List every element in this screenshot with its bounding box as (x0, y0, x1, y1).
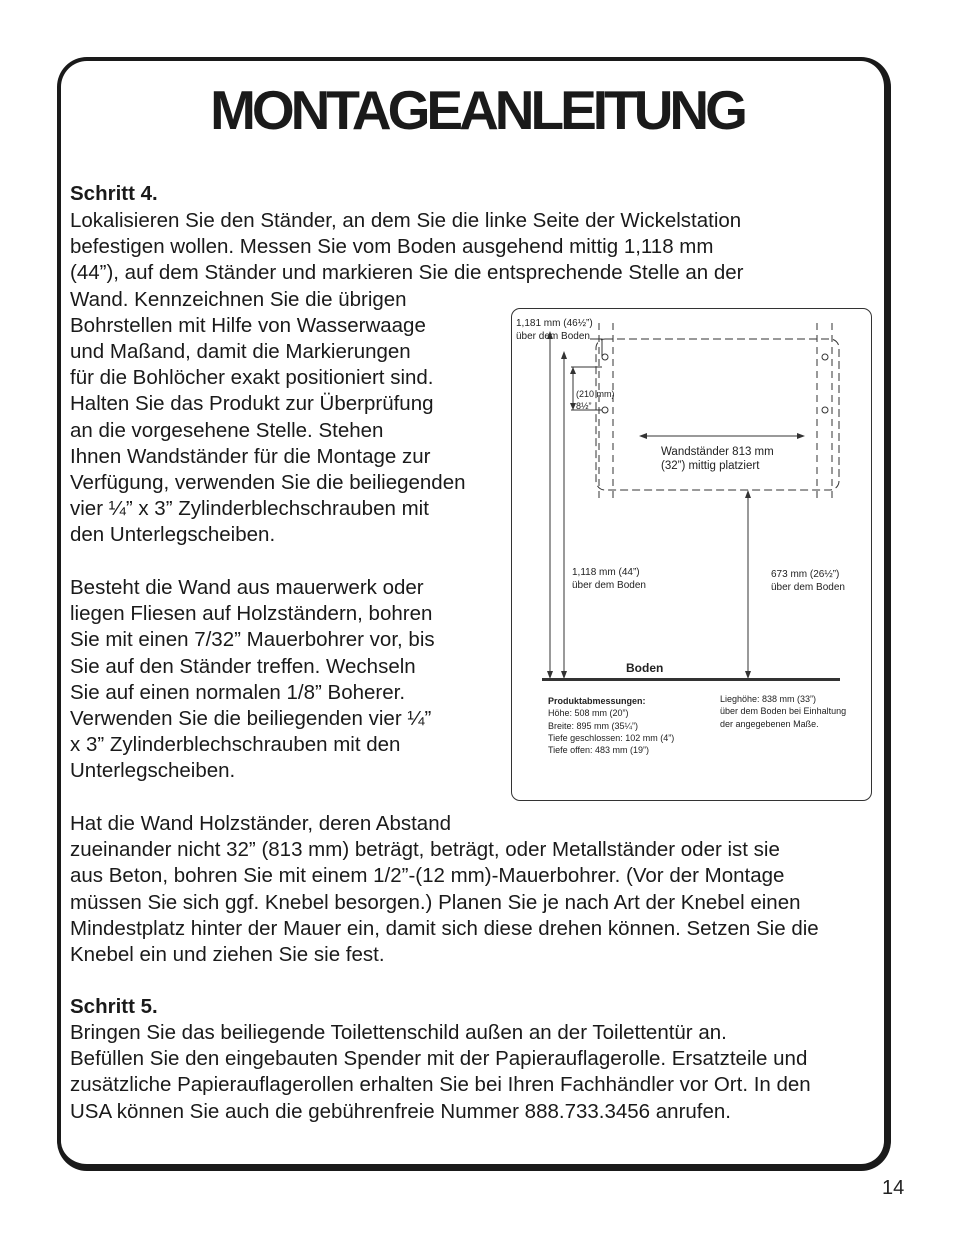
page-title: MONTAGEANLEITUNG (210, 79, 744, 141)
step5-heading: Schritt 5. (70, 995, 158, 1018)
floor-label: Boden (626, 661, 664, 675)
text-line: und Maßand, damit die Markierungen (70, 340, 411, 364)
mounting-hole (822, 354, 828, 360)
text-line: zusätzliche Papierauflagerollen erhalten Sie bei Ihren Fachhändler vor Ort. In den (70, 1073, 811, 1097)
product-dimensions: Produktabmessungen: Höhe: 508 mm (20”) Breite: 895 mm (35¼”) Tiefe geschlossen: 102 mm (4”) Tiefe offen: 483 mm (19”) (548, 696, 675, 756)
text-line: Hat die Wand Holzständer, deren Abstand (70, 812, 452, 835)
text-line: müssen Sie sich ggf. Knebel besorgen.) Planen Sie je nach Art der Knebel einen (70, 890, 801, 914)
arrowhead (745, 671, 751, 679)
text-line: liegen Fliesen auf Holzständern, bohren (70, 602, 433, 626)
text-line: Besteht die Wand aus mauerwerk oder (70, 576, 424, 599)
lying-height-note: Lieghöhe: 838 mm (33”) über dem Boden bei Einhaltung der angegebenen Maße. (720, 694, 847, 729)
page-number: 14 (882, 1177, 905, 1199)
text-line: für die Bohlöcher exakt positioniert sind. (70, 366, 434, 390)
text-line: Wand. Kennzeichnen Sie die übrigen (70, 287, 407, 311)
mounting-hole (822, 407, 828, 413)
hole-spacing-label: (210 mm) 8½” (576, 389, 615, 412)
arrowhead (745, 490, 751, 498)
text-line: USA können Sie auch die gebührenfreie Nummer 888.733.3456 anrufen. (70, 1099, 732, 1123)
text-line: Ihnen Wandständer für die Montage zur (70, 444, 431, 468)
floor-line (542, 678, 840, 681)
text-line: Befüllen Sie den eingebauten Spender mit der Papierauflagerolle. Ersatzteile und (70, 1047, 808, 1071)
text-line: an die vorgesehene Stelle. Stehen (70, 418, 384, 442)
text-line: Sie auf den Ständer treffen. Wechseln (70, 654, 416, 678)
text-line: vier ¼” x 3” Zylinderblechschrauben mit (70, 497, 429, 521)
text-line: Unterlegscheiben. (70, 759, 236, 783)
text-line: den Unterlegscheiben. (70, 523, 276, 547)
top-height-label: 1,181 mm (46½”) über dem Boden (516, 318, 593, 342)
text-line: zueinander nicht 32” (813 mm) beträgt, beträgt, oder Metallständer oder ist sie (70, 838, 780, 862)
step5-paragraph (70, 1020, 811, 1125)
arrowhead (561, 671, 567, 679)
right-height-label: 673 mm (26½”) über dem Boden (771, 569, 845, 593)
text-line: Sie auf einen normalen 1/8” Boherer. (70, 680, 406, 704)
mounting-diagram (511, 308, 872, 801)
text-line: Bringen Sie das beiliegende Toilettenschild außen an der Toilettentür an. (70, 1021, 727, 1044)
step4-paragraph-2 (70, 575, 435, 785)
arrowhead (639, 433, 647, 439)
text-line: Verfügung, verwenden Sie die beiliegenden (70, 471, 466, 495)
step4-paragraph-3 (70, 811, 819, 968)
text-line: Verwenden Sie die beiliegenden vier ¼” (70, 707, 432, 731)
arrowhead (547, 671, 553, 679)
text-line: aus Beton, bohren Sie mit einem 1/2”-(12 mm)-Mauerbohrer. (Vor der Montage (70, 864, 785, 888)
text-line: Mindestplatz hinter der Mauer ein, damit sich diese drehen können. Setzen Sie die (70, 916, 819, 940)
text-line: x 3” Zylinderblechschrauben mit den (70, 733, 401, 757)
left-height-label: 1,118 mm (44”) über dem Boden (572, 567, 646, 591)
step4-heading: Schritt 4. (70, 182, 158, 205)
text-line: Lokalisieren Sie den Ständer, an dem Sie die linke Seite der Wickelstation (70, 209, 742, 232)
text-line: (44”), auf dem Ständer und markieren Sie die entsprechende Stelle an der (70, 261, 744, 285)
text-line: Sie mit einen 7/32” Mauerbohrer vor, bis (70, 628, 435, 652)
arrowhead (561, 351, 567, 359)
text-line: Halten Sie das Produkt zur Überprüfung (70, 392, 434, 416)
text-line: befestigen wollen. Messen Sie vom Boden ausgehend mittig 1,118 mm (70, 235, 714, 259)
arrowhead (797, 433, 805, 439)
stud-spacing-label: Wandständer 813 mm (32”) mittig platziert (661, 446, 774, 472)
arrowhead (570, 367, 576, 374)
text-line: Knebel ein und ziehen Sie sie fest. (70, 943, 385, 967)
mounting-hole (602, 354, 608, 360)
text-line: Bohrstellen mit Hilfe von Wasserwaage (70, 313, 426, 337)
